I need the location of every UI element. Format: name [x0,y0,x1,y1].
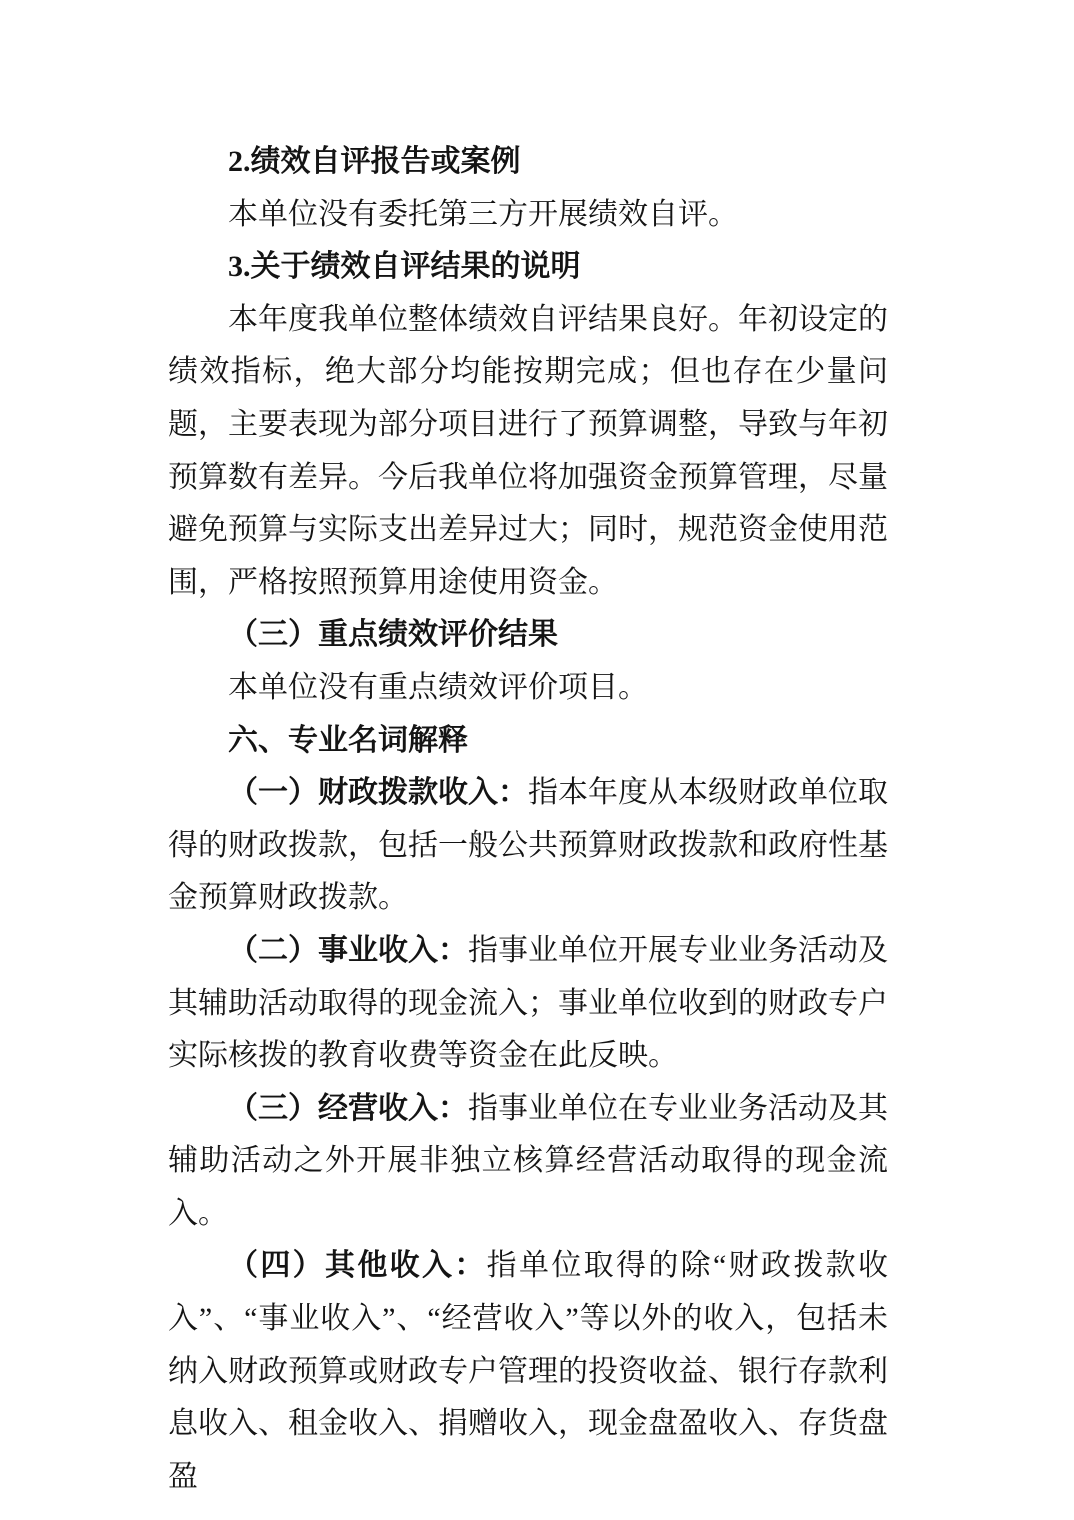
paragraph-no-third-party: 本单位没有委托第三方开展绩效自评。 [228,197,738,231]
section-heading-terminology: 六、专业名词解释 [228,723,468,757]
section-heading-self-eval-report: 2.绩效自评报告或案例 [228,145,521,178]
definition-text: 指事业单位开展专业业务活动及其辅助活动取得的现金流入；事业单位收到的财政专户实际核拨的教育收费等资金在此反映。 [168,933,888,1073]
definition-paragraph-business-income [168,1083,888,1241]
paragraph-no-key-eval-project: 本单位没有重点绩效评价项目。 [228,670,648,704]
definition-term: （四）其他收入： [228,1249,487,1283]
definition-term: （三）经营收入： [228,1091,468,1125]
paragraph-self-eval-result: 本年度我单位整体绩效自评结果良好。年初设定的绩效指标，绝大部分均能按期完成；但也存在少量问题，主要表现为部分项目进行了预算调整，导致与年初预算数有差异。今后我单位将加强资金预算管理，尽量避免预算与实际支出差异过大；同时，规范资金使用范围，严格按照预算用途使用资金。 [168,302,888,599]
section-heading-self-eval-result-note: 3.关于绩效自评结果的说明 [228,250,581,284]
definition-paragraph-operating-income-public [168,925,888,1083]
definition-text: 指事业单位在专业业务活动及其辅助活动之外开展非独立核算经营活动取得的现金流入。 [168,1091,888,1230]
definition-paragraph-other-income [168,1240,888,1503]
document-body [168,136,888,1503]
definition-paragraph-fiscal-appropriation-income [168,767,888,925]
section-heading-key-performance-eval-result: （三）重点绩效评价结果 [228,618,558,652]
definition-term: （二）事业收入： [228,933,468,967]
definition-text: 指本年度从本级财政单位取得的财政拨款，包括一般公共预算财政拨款和政府性基金预算财政拨款。 [168,776,888,915]
definition-text: 指单位取得的除“财政拨款收入”、“事业收入”、“经营收入”等以外的收入，包括未纳入财政预算或财政专户管理的投资收益、银行存款利息收入、租金收入、捐赠收入，现金盘盈收入、存货盘盈 [168,1249,888,1493]
definition-term: （一）财政拨款收入： [228,776,528,810]
